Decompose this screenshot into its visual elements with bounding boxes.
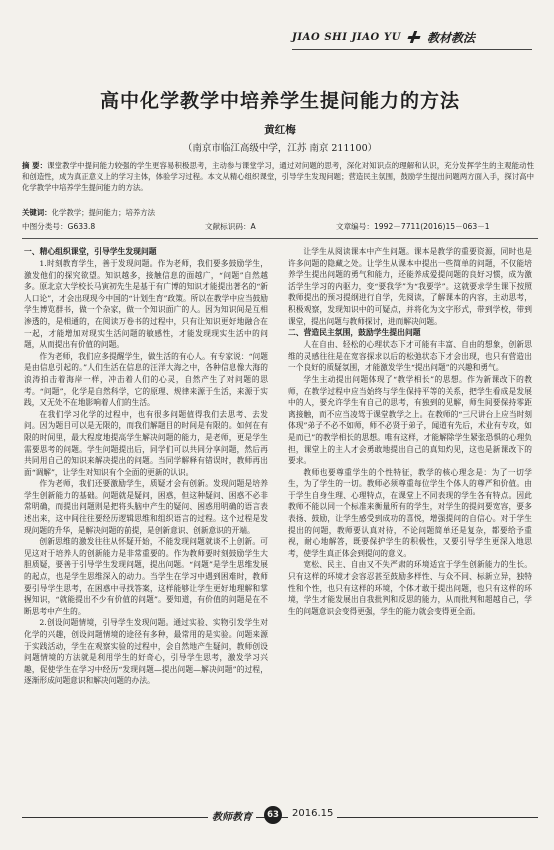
keywords-text: 化学教学；提问能力；培养方法: [51, 208, 156, 217]
page-number: 63: [264, 806, 282, 824]
body-paragraph: 人在自由、轻松的心理状态下才可能有丰富、自由的想象，创新思维的灵感往往是在宽容探求以后的松弛状态下才会出现，也只有营造出一个良好的质疑氛围，才能激发学生“提出问题”的兴趣和勇气。: [288, 340, 532, 373]
body-paragraph: 学生主动提出问题体现了“教学相长”的思想。作为新课改下的教师，在教学过程中应当始终与学生保持平等的关系，把学生看成是发展中的人，要允许学生有自己的思考，有独到的见解，师生间要保持零距离接触，而不应当凌驾于课堂教学之上。在教师的“三尺讲台上应当时刻体现”弟子不必不如师，师不必贤于弟子，闻道有先后，术业有专攻，如是而已”的教学相长的思想。唯有这样，才能解除学生紧张恐惧的心理负担，课堂上的主人才会勇敢地提出自己的真知灼见，这也是新课改下的要求。: [288, 374, 532, 466]
masthead-rule: [292, 49, 532, 50]
issue-number: 2016.15: [288, 808, 337, 819]
body-paragraph: 2.创设问题情境，引导学生发现问题。通过实验、实物引发学生对化学的兴趣，创设问题情境的途径有多种，最常用的是实验。问题来源于实践活动，学生在观察实验的过程中，会自然地产生疑问，教师创设问题情境的方法就是利用学生的好奇心，引导学生思考，激发学习兴趣，促使学生在学习中经历“发现问题—提出问题—解决问题”的过程，逐渐形成问题意识和解决问题的办法。: [24, 618, 268, 686]
author-name: 黄红梅: [264, 124, 296, 136]
journal-name: 教师教育: [208, 808, 256, 823]
page-footer: [0, 806, 554, 830]
section-name: 教材教法: [427, 30, 476, 45]
keywords-label: 关键词：: [22, 208, 52, 217]
document-code: 文献标识码：A: [205, 222, 256, 231]
abstract-label: 摘 要：: [22, 161, 48, 170]
clc-number: 中图分类号：G633.8: [22, 222, 96, 231]
keywords: [22, 207, 534, 218]
right-column: [288, 246, 532, 617]
body-paragraph: 作为老师，我们还要激励学生，质疑才会有创新。发现问题是培养学生创新能力的基础。问题就是疑问，困惑，但这种疑问、困惑不必非常明确，而提出问题则是把将头脑中产生的疑问、困惑用明确的语言表述出来，这中间往往要经历逻辑思维和组织语言的过程。这个过程是发现问题的升华，是解决问题的前提，是创新意识、创新意识的开端。: [24, 479, 268, 535]
body-paragraph: 在我们学习化学的过程中，也有很多问题值得我们去思考、去发问。因为题目可以是无限的，而我们解题目的时间是有限的。如何在有限的时间里，最大程度地提高学生解决问题的能力，是老师，更是学生需要思考的问题。学生问题提出后，同学们可以共同分享问题，然后再共同用自己的知识来解决提出的问题。当同学解释有错误时，教师再出面“调解”，让学生对知识有个全面的更新的认识。: [24, 409, 268, 477]
abstract-text: 课堂教学中提问能力较强的学生更容易积极思考，主动参与课堂学习，通过对问题的思考，深化对知识点的理解和认识，充分发挥学生的主观能动性和创造性，成为真正意义上的学习主体，体验学习过程。本文从精心组织课堂，引导学生发现问题；营造民主氛围，鼓励学生提出问题两方面入手，探讨高中化学教学中培养学生提问能力的方法。: [22, 161, 534, 193]
author-affiliation: （南京市临江高级中学，江苏 南京 211100）: [182, 143, 378, 154]
section-heading-1: 一、精心组织课堂，引导学生发现问题: [24, 247, 157, 256]
left-column: [24, 246, 268, 687]
article-title: 高中化学教学中培养学生提问能力的方法: [99, 90, 460, 112]
abstract: [22, 160, 534, 194]
header-divider: [22, 238, 538, 239]
body-paragraph: 作为老师，我们应多提醒学生，做生活的有心人。有专家说：“问题是由信息引起的。”人们生活在信息的汪洋大海之中，各种信息像大海的浪涛拍击着海岸一样，冲击着人们的心灵，自然产生了对问题的思考。“问题”，化学是自然科学，它的原理、规律来源于生活，来源于实践，又无处不在地影响着人们的生活。: [24, 351, 268, 408]
body-paragraph: 让学生从阅读课本中产生问题。课本是教学的重要资源，同时也是许多问题的隐藏之处。让学生从课本中提出一些简单的问题，不仅能培养学生提出问题的勇气和能力，还能养成爱提问题的良好习惯，成为激活学生学习的内驱力，变“要我学”为“我要学”。这就要求学生课下按照教师提出的预习提纲进行自学，先阅读，了解课本的内容，主动思考，积极观察，发现知识中的可疑点，并将化为文字形式，带到学校，带到课堂，提出问题与教师探讨，进而解决问题。: [288, 247, 532, 326]
body-paragraph: 1.时刻教育学生，善于发现问题。作为老师，我们要多鼓励学生，激发他们的探究欲望。知识越多，接触信息的面越广，“问题”自然越多。原北京大学校长马寅初先生是基于有广博的知识才能提出著名的“新人口论”，才会出现现今中国的“计划生育”政策。所以在教学中应当鼓励学生博览群书，做一个杂家，做一个知识面广的人。因为知识间是互相渗透的，是相通的，在阅读万卷书的过程中，只有让知识更好地融合在一起，才能增加对现实生活问题的敏感性，才能发现现实生活中的问题，从而提出有价值的问题。: [24, 259, 268, 350]
article-number: 文章编号：1992－7711(2016)15－063－1: [336, 222, 490, 231]
body-paragraph: 宽松、民主、自由又不失严肃的环境适宜于学生创新能力的生长。只有这样的环境才会容忍甚至鼓励多样性、与众不同、标新立异，独特性和个性，也只有这样的环境，个体才敢于提出问题，也只有这样的环境，学生才能发展出自我批判和反思的能力，从而批判和超越自己，学生的问题意识会变得更强，学生的能力就会变得更全面。: [288, 560, 532, 616]
body-paragraph: 教师也要尊重学生的个性特征，教学的核心理念是：为了一切学生，为了学生的一切。教师必须尊重每位学生个体人的尊严和价值。由于学生自身生理、心理特点，在课堂上不同表现的学生各有特点。因此教师不能以同一个标准来衡量所有的学生，对学生的提问要宽容，要多表扬、鼓励，让学生感受到成功的喜悦，增强提问的自信心。对于学生提出的问题，教师要认真对待，不论问题简单还是复杂，都要给予重视，耐心地解答，既要保护学生的积极性，又要引导学生更深入地思考，使学生真正体会到提问的意义。: [288, 467, 532, 558]
masthead-mark-icon: [407, 30, 421, 44]
section-heading-2: 二、营造民主氛围，鼓励学生提出问题: [288, 328, 421, 338]
body-paragraph: 创新思维的激发往往从怀疑开始，不能发现问题就谈不上创新。可见这对于培养人的创新能力是非常重要的。作为教师要时刻鼓励学生大胆质疑，要善于引导学生发现问题，提出问题。“问题”是学生思维发展的起点，也是学生思维深入的动力。当学生在学习中遇到困难时，教师要引导学生思考，在困惑中寻找答案，这样能够让学生更好地理解和掌握知识，“就能提出不少有价值的问题”。要知道，有价值的问题是在不断思考中产生的。: [24, 537, 268, 616]
article-metadata: [22, 221, 538, 233]
masthead: [292, 26, 532, 48]
masthead-latin: JIAO SHI JIAO YU: [292, 31, 402, 43]
